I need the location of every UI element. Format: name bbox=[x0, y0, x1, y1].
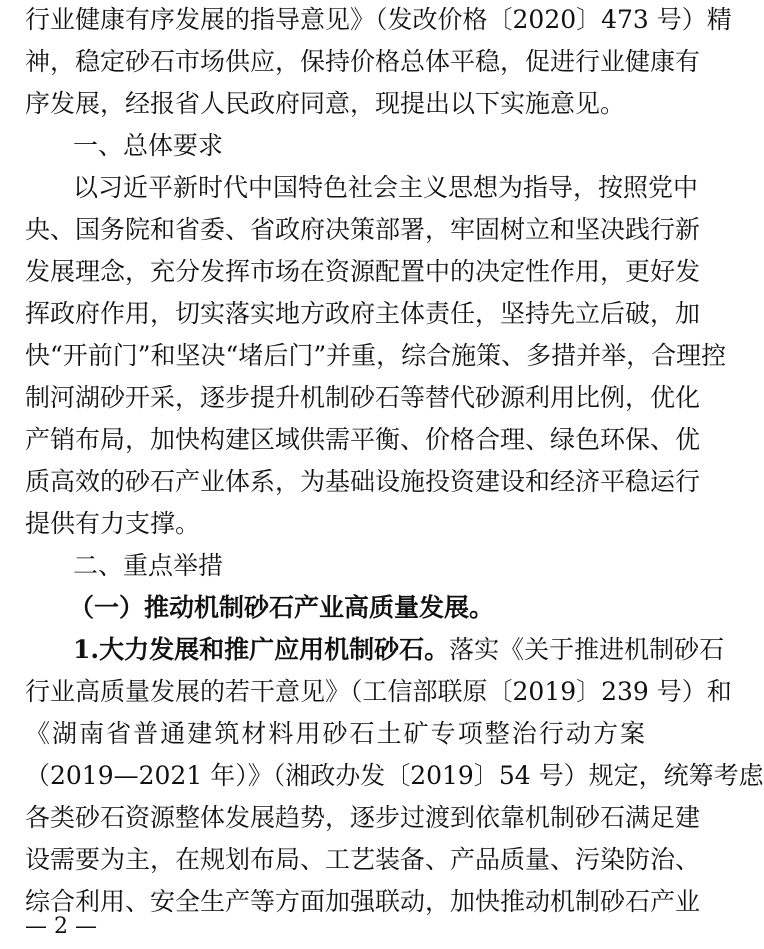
body-text-line: 制河湖砂开采，逐步提升机制砂石等替代砂源利用比例，优化 bbox=[25, 383, 701, 412]
body-text-line: 各类砂石资源整体发展趋势，逐步过渡到依靠机制砂石满足建 bbox=[25, 803, 701, 832]
body-text-line: 设需要为主，在规划布局、工艺装备、产品质量、污染防治、 bbox=[25, 845, 701, 874]
body-text-line: 发展理念，充分发挥市场在资源配置中的决定性作用，更好发 bbox=[25, 257, 701, 286]
body-text-line: （2019—2021 年）》（湘政办发〔2019〕54 号）规定，统筹考虑 bbox=[25, 761, 764, 790]
body-text-line: 产销布局，加快构建区域供需平衡、价格合理、绿色环保、优 bbox=[25, 425, 701, 454]
body-text-line: 提供有力支撑。 bbox=[25, 509, 201, 538]
body-text-line: 行业健康有序发展的指导意见》（发改价格〔2020〕473 号）精 bbox=[25, 5, 732, 34]
item-heading: 1.大力发展和推广应用机制砂石。 bbox=[73, 635, 450, 664]
section-heading-key-measures: 二、重点举措 bbox=[73, 551, 224, 580]
subsection-heading-1: （一）推动机制砂石产业高质量发展。 bbox=[69, 593, 495, 622]
body-text-segment: 落实《关于推进机制砂石 bbox=[449, 635, 725, 664]
body-text-line: 央、国务院和省委、省政府决策部署，牢固树立和坚决践行新 bbox=[25, 215, 701, 244]
body-text-line: 序发展，经报省人民政府同意，现提出以下实施意见。 bbox=[25, 89, 626, 118]
paragraph-first-line bbox=[73, 632, 725, 668]
page-number: — 2 — bbox=[25, 914, 97, 939]
body-text-line: 《湖南省普通建筑材料用砂石土矿专项整治行动方案 bbox=[25, 719, 645, 748]
body-text-line: 以习近平新时代中国特色社会主义思想为指导，按照党中 bbox=[73, 173, 699, 202]
body-text-line: 快“开前门”和坚决“堵后门”并重，综合施策、多措并举，合理控 bbox=[25, 341, 727, 370]
body-text-line: 挥政府作用，切实落实地方政府主体责任，坚持先立后破，加 bbox=[25, 299, 701, 328]
body-text-line: 神，稳定砂石市场供应，保持价格总体平稳，促进行业健康有 bbox=[25, 47, 701, 76]
body-text-line: 质高效的砂石产业体系，为基础设施投资建设和经济平稳运行 bbox=[25, 467, 701, 496]
body-text-line: 综合利用、安全生产等方面加强联动，加快推动机制砂石产业 bbox=[25, 887, 701, 916]
body-text-line: 行业高质量发展的若干意见》（工信部联原〔2019〕239 号）和 bbox=[25, 677, 732, 706]
section-heading-general-requirements: 一、总体要求 bbox=[73, 131, 224, 160]
